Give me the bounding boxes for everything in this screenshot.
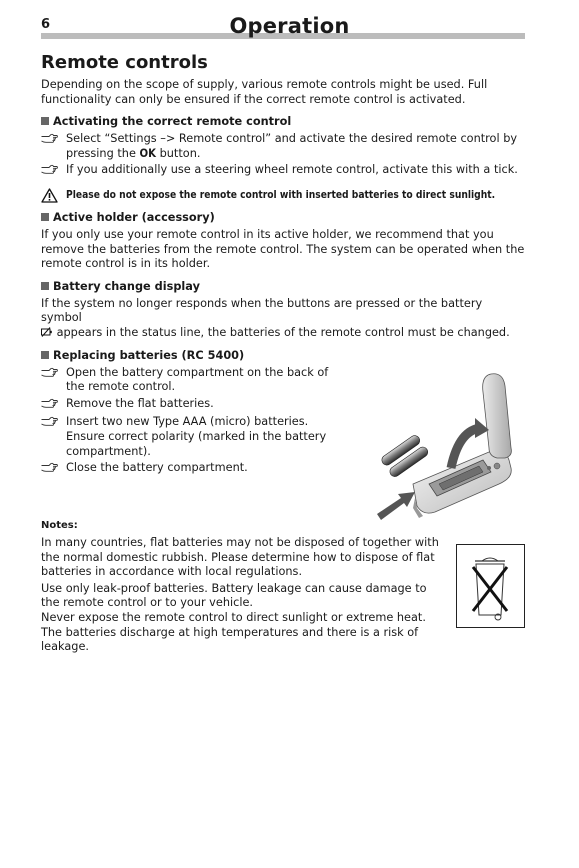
list-item xyxy=(41,397,341,414)
pointing-hand-icon xyxy=(41,132,66,161)
bullet-text-end: button. xyxy=(156,146,201,160)
note-paragraph: Use only leak-proof batteries. Battery leakage can cause damage to the remote control or to your vehicle. xyxy=(41,581,427,610)
crossed-out-wheelie-bin-icon xyxy=(457,545,524,627)
pointing-hand-icon xyxy=(41,415,66,459)
battery-symbol-icon xyxy=(41,327,53,337)
ok-key-label: OK xyxy=(139,146,156,160)
subheading-active-holder xyxy=(41,211,525,225)
intro-text: Depending on the scope of supply, various remote controls might be used. Full functionality can only be ensured if the correct remote control is activated. xyxy=(41,78,488,106)
square-bullet-icon xyxy=(41,351,49,359)
subheading-activating xyxy=(41,115,525,129)
battery-display-text xyxy=(41,297,525,341)
warning-note xyxy=(41,188,525,203)
section-title: Remote controls xyxy=(41,52,208,73)
page-number: 6 xyxy=(41,17,51,32)
notes-section xyxy=(41,520,441,655)
battery-display-text-start: If the system no longer responds when the buttons are pressed or the battery symbol xyxy=(41,296,483,325)
pointing-hand-icon xyxy=(41,366,66,395)
square-bullet-icon xyxy=(41,282,49,290)
subheading-activating-label: Activating the correct remote control xyxy=(53,115,292,129)
remote-battery-illustration xyxy=(371,372,521,530)
warning-icon xyxy=(41,188,58,203)
list-item xyxy=(41,461,341,478)
battery-display-text-end: appears in the status line, the batteries of the remote control must be changed. xyxy=(53,325,510,339)
pointing-hand-icon xyxy=(41,397,66,414)
bullet-text: Select “Settings –> Remote control” and activate the desired remote control by pressing the xyxy=(66,132,518,160)
list-item xyxy=(41,366,341,395)
bullet-text: If you additionally use a steering wheel remote control, activate this with a tick. xyxy=(66,163,518,177)
list-item xyxy=(41,132,525,161)
list-item xyxy=(41,415,341,459)
step-text: Open the battery compartment on the back of the remote control. xyxy=(66,365,329,394)
notes-title: Notes: xyxy=(41,520,78,531)
subheading-replacing xyxy=(41,349,525,363)
square-bullet-icon xyxy=(41,117,49,125)
steps-list xyxy=(41,366,341,478)
main-content xyxy=(41,52,525,478)
note-paragraph: Never expose the remote control to direct sunlight or extreme heat. The batteries discharge at high temperatures and there is a risk of leakage. xyxy=(41,610,426,654)
step-text: Close the battery compartment. xyxy=(66,461,248,475)
subheading-battery-display-label: Battery change display xyxy=(53,279,200,293)
step-text: Remove the flat batteries. xyxy=(66,396,214,410)
note-paragraph: In many countries, flat batteries may not be disposed of together with the normal domestic rubbish. Please determine how to dispose of flat batteries in accordance with local regulations. xyxy=(41,536,439,579)
pointing-hand-icon xyxy=(41,163,66,180)
square-bullet-icon xyxy=(41,213,49,221)
list-item xyxy=(41,163,525,180)
active-holder-text: If you only use your remote control in its active holder, we recommend that you remove the batteries from the remote control. The system can be operated when the remote control is in its holder. xyxy=(41,227,525,271)
subheading-replacing-label: Replacing batteries (RC 5400) xyxy=(53,348,245,362)
subheading-battery-display xyxy=(41,280,525,294)
step-text: Insert two new Type AAA (micro) batteries. Ensure correct polarity (marked in the battery compartment). xyxy=(66,415,327,458)
crossed-bin-symbol xyxy=(456,544,525,628)
pointing-hand-icon xyxy=(41,461,66,478)
warning-text: Please do not expose the remote control with inserted batteries to direct sunlight. xyxy=(66,189,496,201)
chapter-title: Operation xyxy=(229,14,350,38)
subheading-active-holder-label: Active holder (accessory) xyxy=(53,210,215,224)
battery-replacement xyxy=(41,366,525,478)
